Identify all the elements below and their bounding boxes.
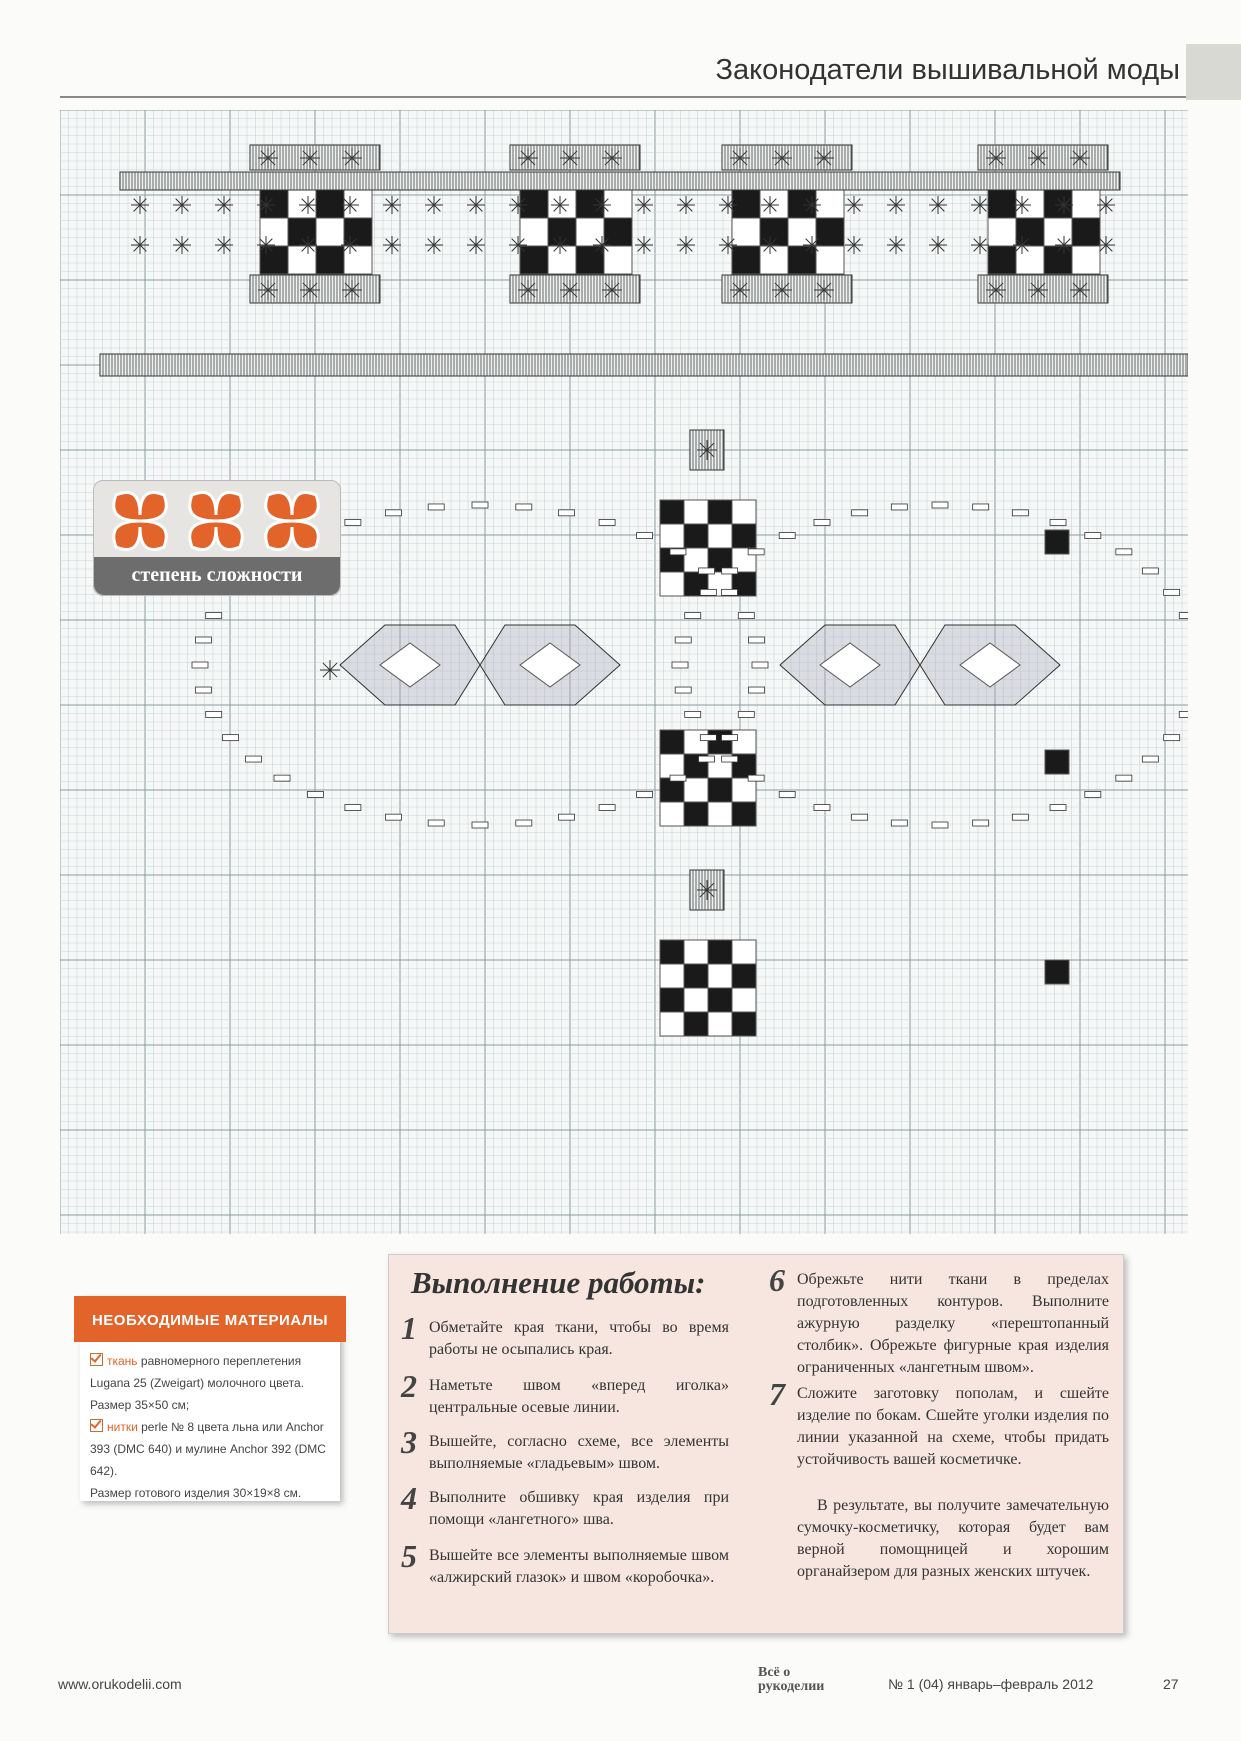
step-text: Наметьте швом «вперед иголка» центральные осевые линии. (429, 1377, 729, 1416)
materials-list (90, 1350, 335, 1504)
page-header (0, 44, 1241, 100)
difficulty-label: степень сложности (94, 557, 340, 595)
fabric-key: ткань (107, 1354, 138, 1368)
step-2 (401, 1368, 729, 1419)
instructions-panel (388, 1254, 1124, 1634)
finished-size: Размер готового изделия 30×19×8 см. (90, 1486, 302, 1500)
embroidery-pattern-chart (60, 110, 1188, 1234)
checkbox-icon (90, 1419, 103, 1432)
section-title: Законодатели вышивальной моды (715, 54, 1180, 86)
threads-text: perle № 8 цвета льна или Anchor 393 (DMC 640) и мулине Anchor 392 (DMC 642). (90, 1420, 326, 1478)
header-rule (60, 96, 1201, 98)
difficulty-icons (106, 487, 328, 555)
footer-logo: Всё о рукоделии (758, 1665, 825, 1694)
step-number: 1 (401, 1310, 417, 1346)
materials-heading: НЕОБХОДИМЫЕ МАТЕРИАЛЫ (74, 1296, 346, 1342)
footer-issue: № 1 (04) январь–февраль 2012 (888, 1676, 1094, 1692)
step-5 (401, 1538, 729, 1589)
threads-key: нитки (107, 1420, 138, 1434)
step-number: 2 (401, 1368, 417, 1404)
step-text: Сложите заготовку пополам, и сшейте изделие по бокам. Сшейте уголки изделия по линии указанной на схеме, чтобы придать устойчивость вашей косметичке. (797, 1385, 1109, 1468)
difficulty-knot-icon (266, 493, 319, 550)
step-text: Вышейте все элементы выполняемые швом «алжирский глазок» и швом «коробочка». (429, 1547, 729, 1586)
difficulty-badge (93, 480, 341, 596)
step-number: 7 (769, 1376, 785, 1412)
materials-fabric (90, 1350, 335, 1416)
step-7 (769, 1376, 1109, 1471)
pattern-grid (60, 110, 1188, 1234)
difficulty-knot-icon (190, 493, 243, 550)
step-3 (401, 1424, 729, 1475)
step-text: Выполните обшивку края изделия при помощи «лангетного» шва. (429, 1489, 729, 1528)
step-4 (401, 1480, 729, 1531)
difficulty-knot-icon (114, 493, 167, 550)
fabric-text: равномерного переплетения Lugana 25 (Zweigart) молочного цвета. (90, 1354, 305, 1390)
step-text: Вышейте, согласно схеме, все элементы выполняемые «гладьевым» швом. (429, 1433, 729, 1472)
step-number: 4 (401, 1480, 417, 1516)
footer-website: www.orukodelii.com (58, 1676, 182, 1692)
step-1 (401, 1310, 729, 1361)
size-text: Размер 35×50 см; (90, 1398, 190, 1412)
step-text: Обметайте края ткани, чтобы во время работы не осыпались края. (429, 1319, 729, 1358)
checkbox-icon (90, 1353, 103, 1366)
instructions-title: Выполнение работы: (411, 1265, 706, 1300)
step-number: 3 (401, 1424, 417, 1460)
step-number: 6 (769, 1262, 785, 1298)
materials-threads (90, 1416, 335, 1482)
result-text: В результате, вы получите замечательную сумочку-косметичку, которая будет вам верной помощницей и хорошим органайзером для разных женских штучек. (797, 1497, 1109, 1580)
step-number: 5 (401, 1538, 417, 1574)
materials-box (80, 1296, 340, 1501)
page-number: 27 (1163, 1676, 1179, 1692)
page-edge-tab (1186, 44, 1241, 100)
step-text: Обрежьте нити ткани в пределах подготовленных контуров. Выполните ажурную разделку «перештопанный столбик». Обрежьте фигурные края изделия ограниченных «лангетным швом». (797, 1271, 1109, 1376)
step-6 (769, 1262, 1109, 1379)
